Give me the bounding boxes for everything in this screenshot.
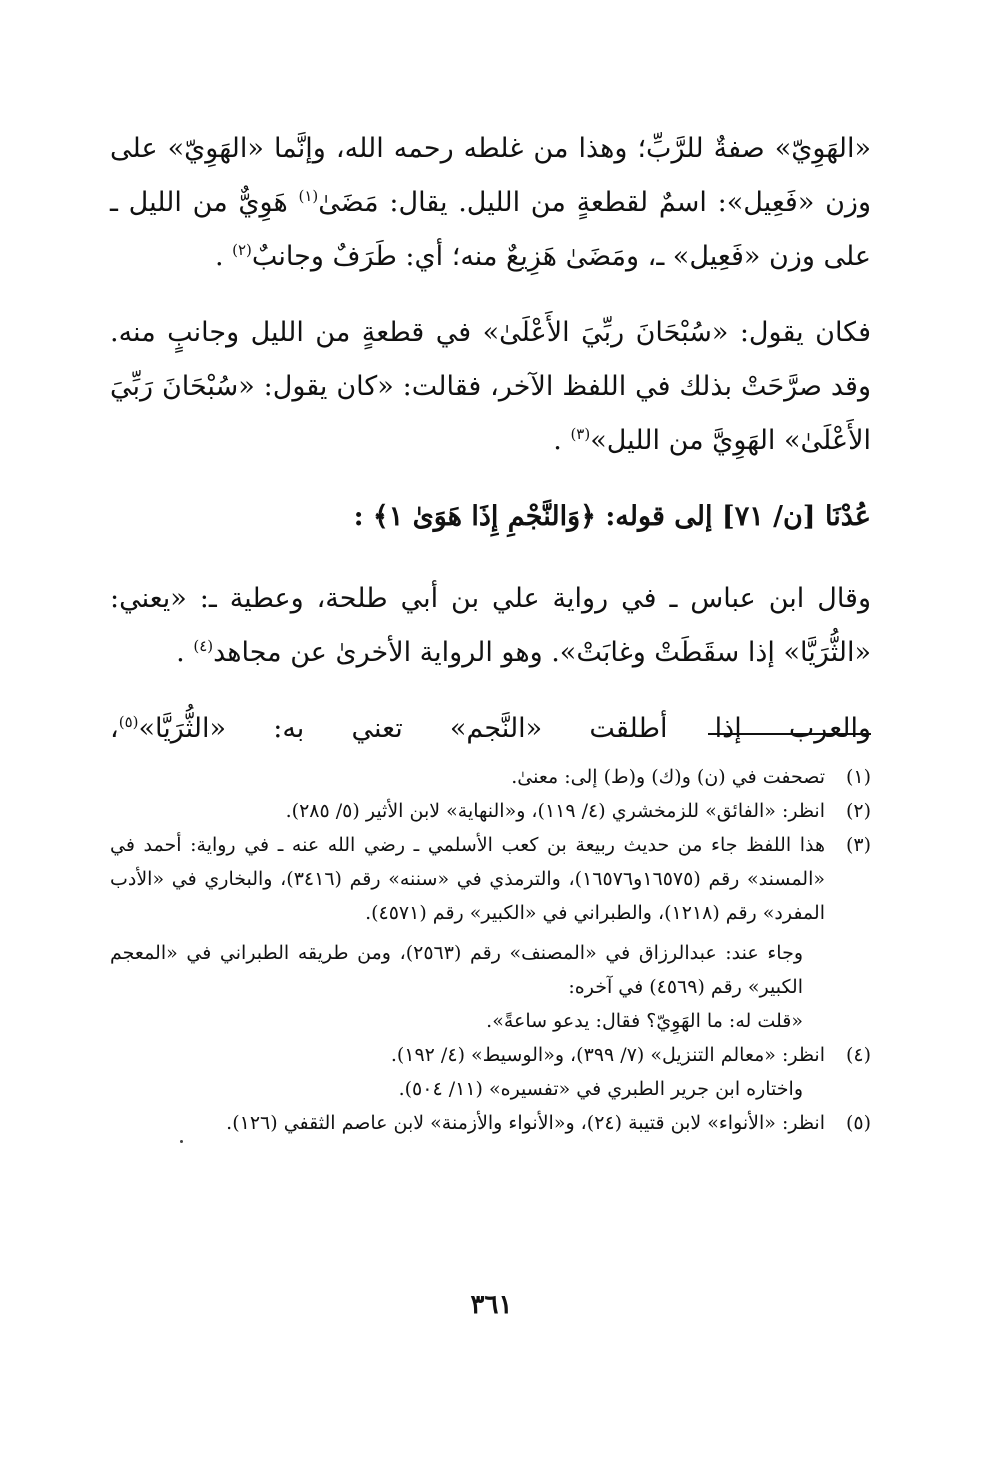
footnote-2 xyxy=(110,794,871,828)
paragraph-4-text: والعرب إذا أطلقت «النَّجم» تعني به: «الثُّرَيَّا» xyxy=(138,713,871,744)
footnote-number: (١) xyxy=(845,766,871,788)
paragraph-3-end: . xyxy=(176,637,194,668)
footnote-body xyxy=(110,828,825,1038)
footnote-number: (٣) xyxy=(845,834,871,856)
footnote-body xyxy=(110,760,825,794)
footnote-ref-4: (٤) xyxy=(193,637,214,655)
footnote-4 xyxy=(110,1038,871,1106)
section-heading: عُدْنَا [ن/ ٧١] إلى قوله: ﴿وَالنَّجْمِ إِذَا هَوَىٰ ١﴾ : xyxy=(353,501,871,532)
footnote-1 xyxy=(110,760,871,794)
paragraph-4-end: ، xyxy=(110,713,119,744)
footnote-number: (٤) xyxy=(845,1044,871,1066)
footnote-ref-5: (٥) xyxy=(118,713,139,731)
footnote-text: انظر: «الأنواء» لابن قتيبة (٢٤)، و«الأنواء والأزمنة» لابن عاصم الثقفي (١٢٦). xyxy=(226,1112,825,1134)
footnote-5 xyxy=(110,1106,871,1140)
paragraph-2 xyxy=(110,306,871,468)
footnote-quote: «قلت له: ما الهَوِيّ؟ فقال: يدعو ساعةً». xyxy=(486,1010,803,1032)
footnote-number: (٢) xyxy=(845,800,871,822)
footnote-text: انظر: «الفائق» للزمخشري (٤/ ١١٩)، و«النهاية» لابن الأثير (٥/ ٢٨٥). xyxy=(285,800,825,822)
paragraph-4 xyxy=(110,702,871,756)
footnote-ref-1: (١) xyxy=(298,187,319,205)
footnote-text: هذا اللفظ جاء من حديث ربيعة بن كعب الأسلمي ـ رضي الله عنه ـ في رواية: أحمد في «المسند» رقم (١٦٥٧٥و١٦٥٧٦)، والترمذي في «سننه» رقم (٣٤١٦)، والبخاري في «الأدب المفرد» رقم (١٢١٨)، والطبراني في «الكبير» رقم (٤٥٧١). xyxy=(110,834,826,924)
paragraph-2-text: فكان يقول: «سُبْحَانَ ربِّيَ الأَعْلَىٰ» في قطعةٍ من الليل وجانبٍ منه. وقد صرَّحَتْ بذلك في اللفظ الآخر، فقالت: «كان يقول: «سُبْحَانَ رَبِّيَ الأَعْلَىٰ» الهَوِيَّ من الليل» xyxy=(110,317,871,456)
footnote-text: انظر: «معالم التنزيل» (٧/ ٣٩٩)، و«الوسيط» (٤/ ١٩٢). xyxy=(390,1044,825,1066)
footnote-divider xyxy=(708,733,871,735)
footnote-ref-3: (٣) xyxy=(570,425,591,443)
paragraph-1-end: . xyxy=(214,241,233,272)
footnote-text: واختاره ابن جرير الطبري في «تفسيره» (١١/ ٥٠٤). xyxy=(398,1078,803,1100)
paragraph-3-text: وقال ابن عباس ـ في رواية علي بن أبي طلحة، وعطية ـ: «يعني: «الثُّرَيَّا» إذا سقَطَتْ وغابَتْ». وهو الرواية الأخرىٰ عن مجاهد xyxy=(110,583,871,668)
footnote-text: وجاء عند: عبدالرزاق في «المصنف» رقم (٢٥٦٣)، ومن طريقه الطبراني في «المعجم الكبير» رقم (٤٥٦٩) في آخره: xyxy=(110,942,803,998)
footnote-ref-2: (٢) xyxy=(232,241,252,259)
footnote-body xyxy=(110,1038,825,1106)
footnote-text: تصحفت في (ن) و(ك) و(ط) إلى: معنىٰ. xyxy=(511,766,825,788)
page-number: ٣٦١ xyxy=(470,1290,513,1320)
footnote-body xyxy=(110,1106,825,1140)
main-text xyxy=(110,122,871,778)
footnote-number: (٥) xyxy=(845,1112,871,1134)
paragraph-1 xyxy=(110,122,871,284)
scan-speck xyxy=(180,1140,183,1143)
footnotes xyxy=(110,760,871,1140)
paragraph-3 xyxy=(110,572,871,680)
paragraph-2-end: . xyxy=(553,425,571,456)
paragraph-1-text-cont: هَوِيٌّ من الليل ـ على وزن «فَعِيل» ـ، ومَضَىٰ هَزِيعٌ منه؛ أي: طَرَفٌ وجانبٌ xyxy=(110,187,871,272)
footnote-3 xyxy=(110,828,871,1038)
paragraph-1-text: «الهَوِيّ» صفةٌ للرَّبِّ؛ وهذا من غلطه رحمه الله، وإنَّما «الهَوِيّ» على وزن «فَعِيل»: اسمٌ لقطعةٍ من الليل. يقال: مَضَىٰ xyxy=(110,133,871,218)
footnote-body xyxy=(110,794,825,828)
